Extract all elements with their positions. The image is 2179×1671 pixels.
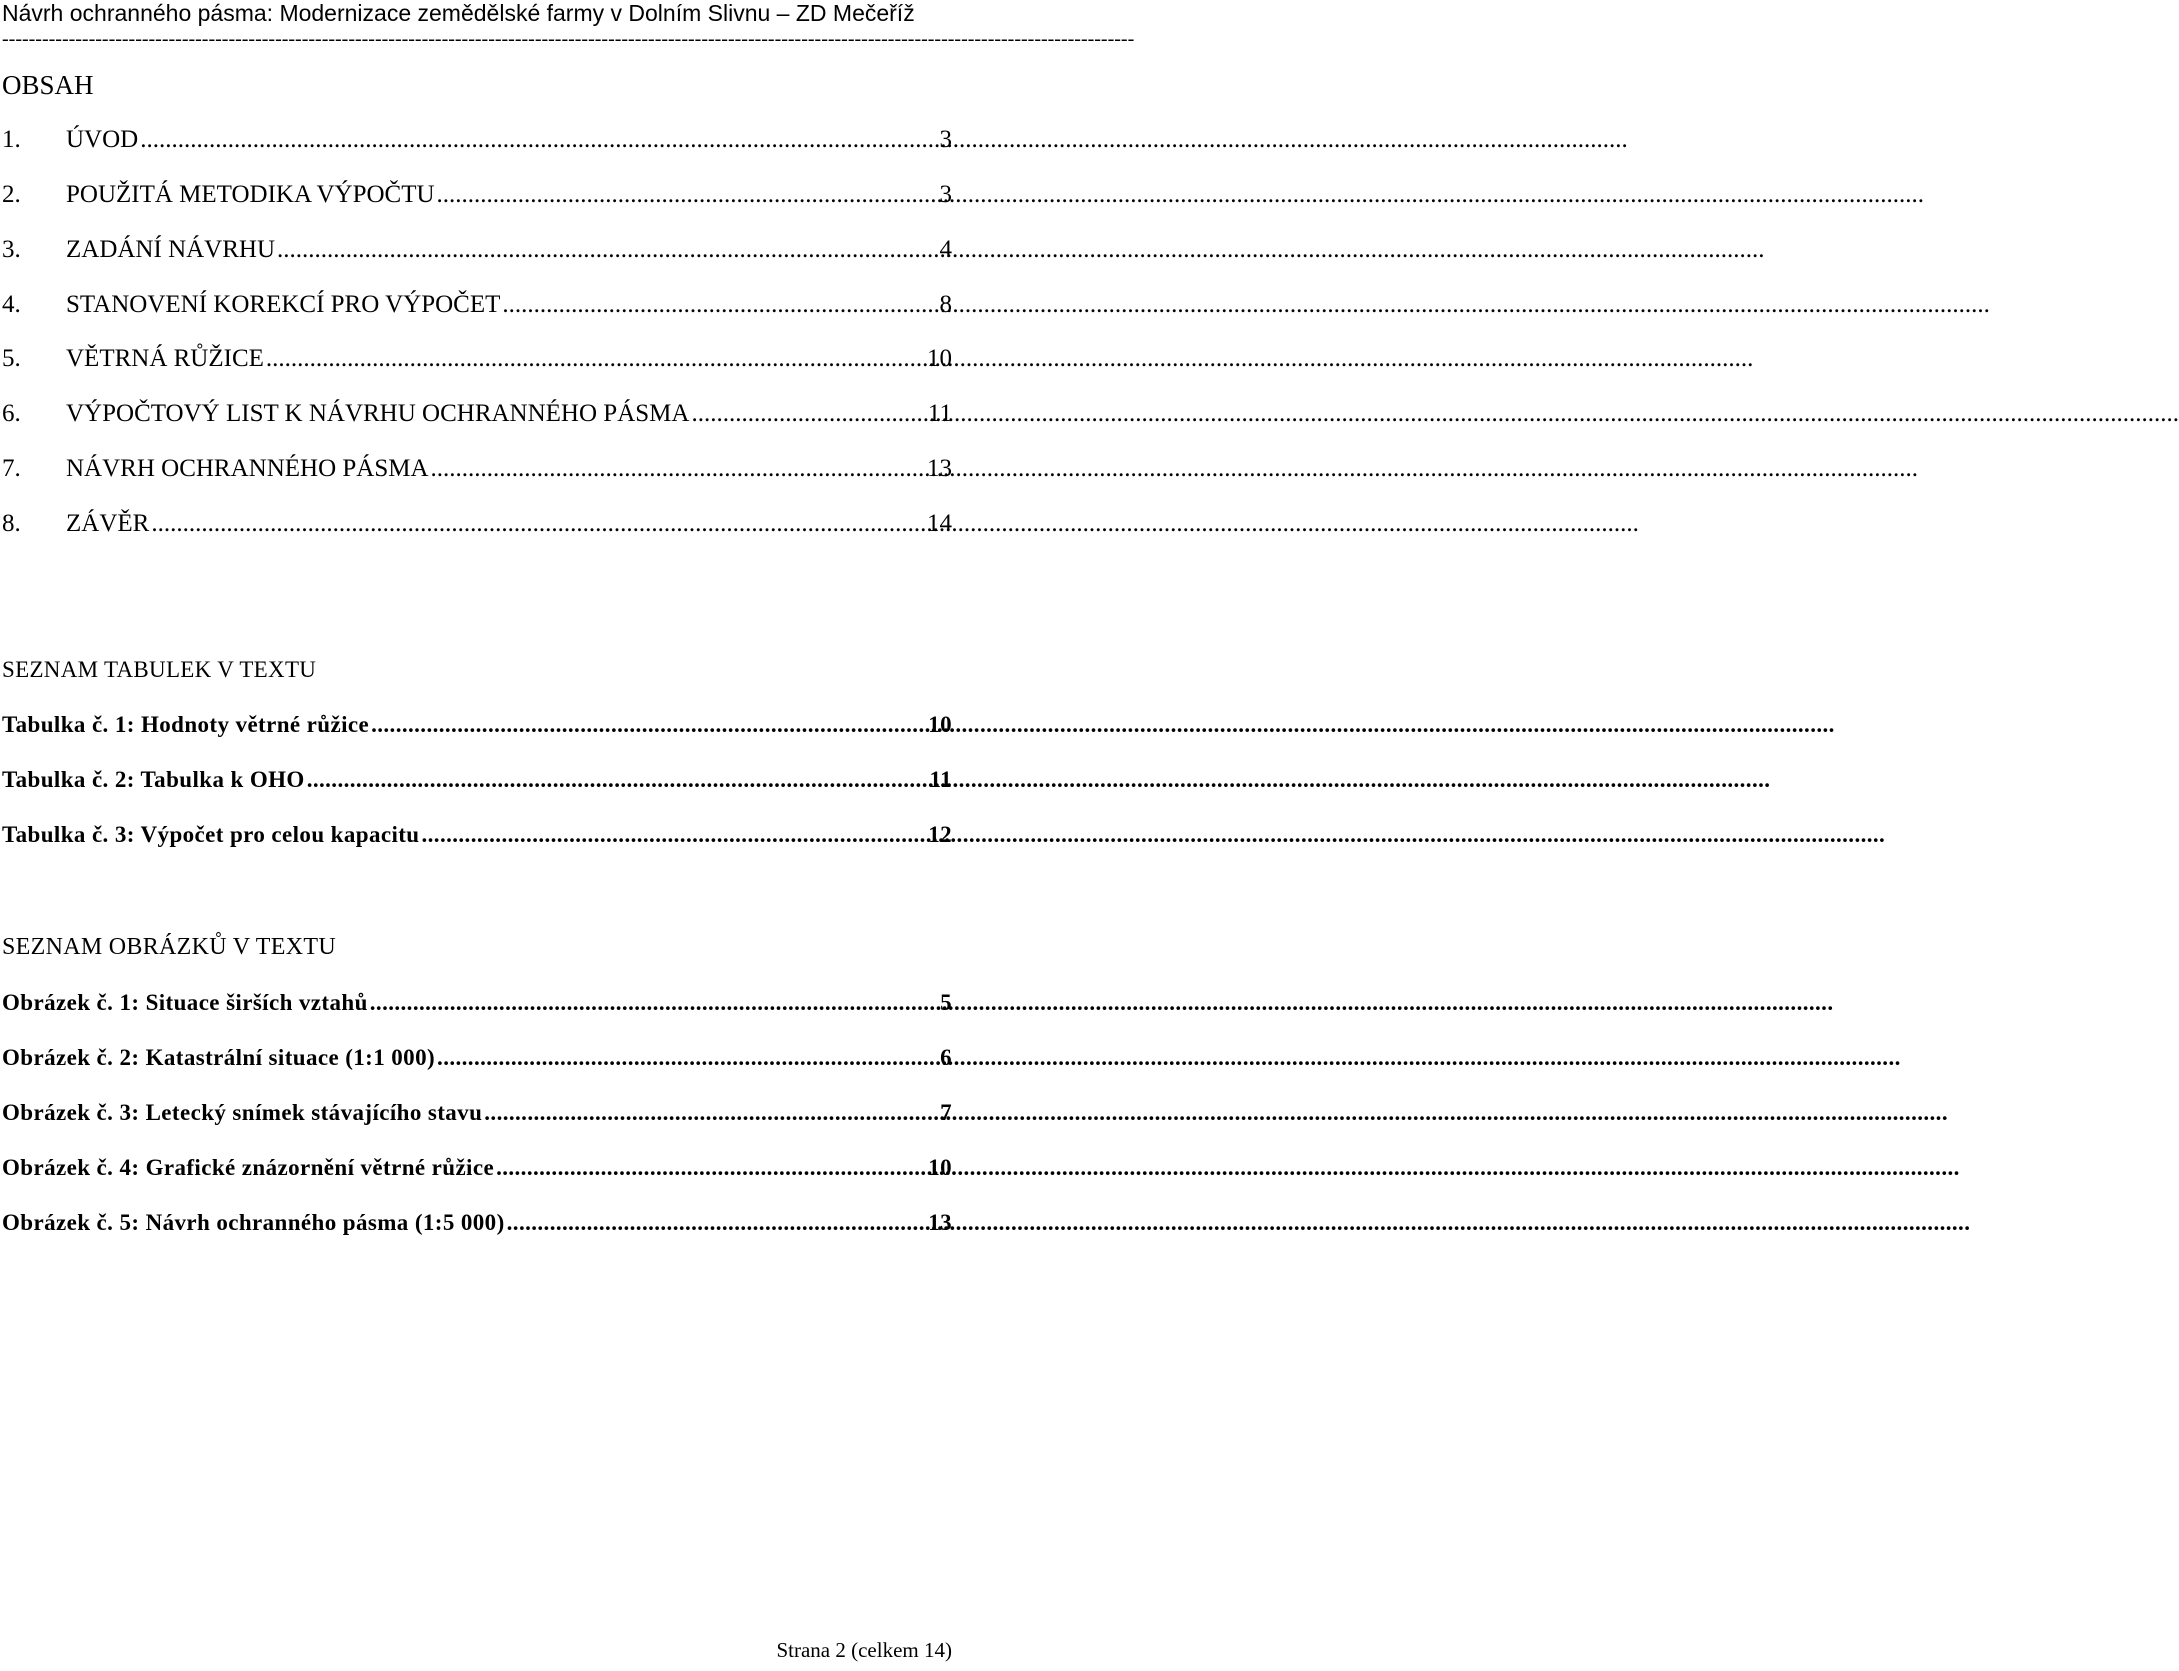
dot-leader <box>370 990 938 1016</box>
figure-list-item[interactable] <box>2 1155 952 1181</box>
toc-item-title: VÝPOČTOVÝ LIST K NÁVRHU OCHRANNÉHO PÁSMA <box>66 400 690 427</box>
toc-item[interactable] <box>2 291 952 319</box>
figure-list-item-page: 6 <box>940 1045 952 1070</box>
toc-item-title: VĚTRNÁ RŮŽICE <box>66 345 264 372</box>
figure-list-item-title: Obrázek č. 4: Grafické znázornění větrné růžice <box>2 1155 495 1180</box>
toc-item-number: 1. <box>2 126 21 153</box>
table-list-item-title: Tabulka č. 3: Výpočet pro celou kapacitu <box>2 822 420 847</box>
table-list-item[interactable] <box>2 822 952 848</box>
page-number-footer: Strana 2 (celkem 14) <box>776 1638 952 1662</box>
toc-item-page: 11 <box>927 400 952 427</box>
toc-item[interactable] <box>2 400 952 428</box>
toc-item[interactable] <box>2 236 952 264</box>
toc-item[interactable] <box>2 510 952 538</box>
toc-item-title: ÚVOD <box>66 126 139 153</box>
tables-list-heading: SEZNAM TABULEK V TEXTU <box>2 657 317 682</box>
toc-item[interactable] <box>2 181 952 209</box>
dot-leader <box>507 1210 927 1236</box>
table-list-item-page: 11 <box>929 767 952 792</box>
figure-list-item-page: 10 <box>928 1155 952 1180</box>
figure-list-item-title: Obrázek č. 5: Návrh ochranného pásma (1:5 000) <box>2 1210 505 1235</box>
toc-item-number: 2. <box>2 181 21 208</box>
figure-list-item[interactable] <box>2 1045 952 1071</box>
toc-item-page: 10 <box>927 345 952 372</box>
table-list-item[interactable] <box>2 712 952 738</box>
toc-item[interactable] <box>2 455 952 483</box>
dot-leader <box>266 345 925 373</box>
dot-leader <box>437 1045 938 1071</box>
figure-list-item-page: 5 <box>940 990 952 1015</box>
toc-item-number: 5. <box>2 345 21 372</box>
dot-leader <box>431 455 925 483</box>
figure-list-item[interactable] <box>2 1210 952 1236</box>
dot-leader <box>496 1155 926 1181</box>
header-separator: -------------------------------------------------------------------------------------------------------------------------------------------------------------------------- <box>2 28 1135 50</box>
toc-item-number: 3. <box>2 236 21 263</box>
toc-item-number: 8. <box>2 510 21 537</box>
dot-leader <box>277 236 937 264</box>
toc-item-title: ZÁVĚR <box>66 510 150 537</box>
table-list-item-title: Tabulka č. 1: Hodnoty větrné růžice <box>2 712 370 737</box>
figure-list-item-page: 7 <box>940 1100 952 1125</box>
toc-item-page: 14 <box>927 510 952 537</box>
dot-leader <box>151 510 925 538</box>
toc-item-title: NÁVRH OCHRANNÉHO PÁSMA <box>66 455 429 482</box>
dot-leader <box>691 400 925 428</box>
figures-list-heading: SEZNAM OBRÁZKŮ V TEXTU <box>2 934 336 960</box>
toc-item-page: 3 <box>939 126 952 153</box>
dot-leader <box>422 822 927 848</box>
figure-list-item-page: 13 <box>928 1210 952 1235</box>
toc-item-number: 4. <box>2 291 21 318</box>
figure-list-item-title: Obrázek č. 2: Katastrální situace (1:1 000) <box>2 1045 436 1070</box>
toc-item-page: 3 <box>939 181 952 208</box>
toc-item-page: 13 <box>927 455 952 482</box>
toc-item-page: 4 <box>939 236 952 263</box>
toc-item-title: ZADÁNÍ NÁVRHU <box>66 236 276 263</box>
toc-item-number: 7. <box>2 455 21 482</box>
dot-leader <box>502 291 937 319</box>
toc-heading: OBSAH <box>2 70 94 100</box>
dot-leader <box>371 712 926 738</box>
toc-item-page: 8 <box>939 291 952 318</box>
figure-list-item[interactable] <box>2 1100 952 1126</box>
dot-leader <box>140 126 937 154</box>
table-list-item-page: 12 <box>928 822 952 847</box>
table-list-item[interactable] <box>2 767 952 793</box>
figure-list-item-title: Obrázek č. 1: Situace širších vztahů <box>2 990 368 1015</box>
page-header-title: Návrh ochranného pásma: Modernizace zemědělské farmy v Dolním Slivnu – ZD Mečeříž <box>2 0 915 26</box>
toc-item-title: STANOVENÍ KOREKCÍ PRO VÝPOČET <box>66 291 501 318</box>
toc-item-title: POUŽITÁ METODIKA VÝPOČTU <box>66 181 435 208</box>
figure-list-item[interactable] <box>2 990 952 1016</box>
toc-item-number: 6. <box>2 400 21 427</box>
toc-item[interactable] <box>2 345 952 373</box>
table-list-item-title: Tabulka č. 2: Tabulka k OHO <box>2 767 305 792</box>
dot-leader <box>437 181 938 209</box>
dot-leader <box>484 1100 938 1126</box>
table-list-item-page: 10 <box>928 712 952 737</box>
dot-leader <box>307 767 928 793</box>
toc-item[interactable] <box>2 126 952 154</box>
figure-list-item-title: Obrázek č. 3: Letecký snímek stávajícího stavu <box>2 1100 483 1125</box>
